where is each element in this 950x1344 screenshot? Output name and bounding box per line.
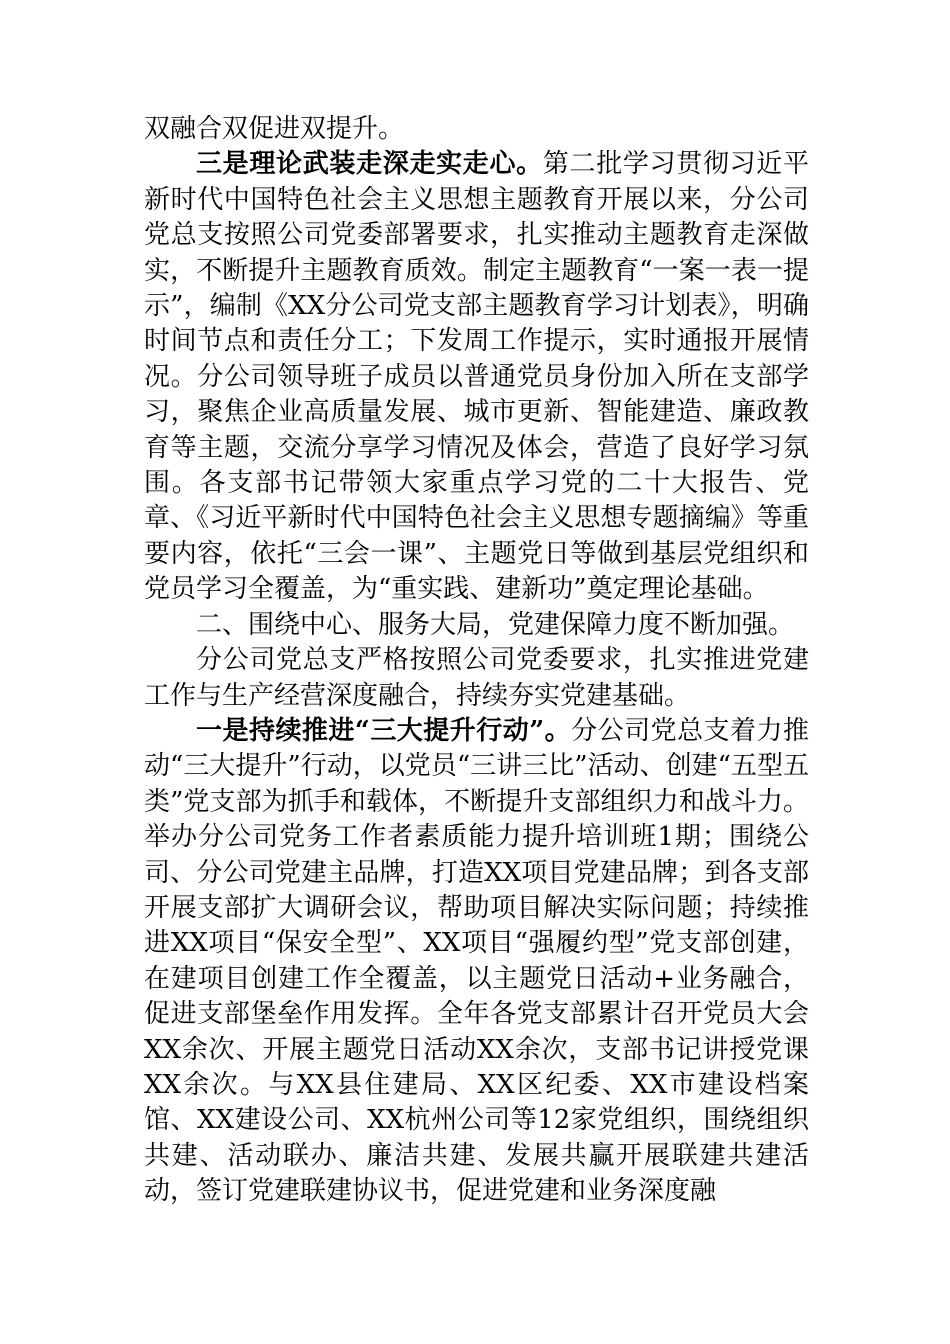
paragraph-text: 分公司党总支着力推动“三大提升”行动，以党员“三讲三比”活动、创建“五型五类”党支部为抓手和载体，不断提升支部组织力和战斗力。举办分公司党务工作者素质能力提升培训班1期；围绕公司、分公司党建主品牌，打造XX项目党建品牌；到各支部开展支部扩大调研会议，帮助项目解决实际问题；持续推进XX项目“保安全型”、XX项目“强履约型”党支部创建，在建项目创建工作全覆盖，以主题党日活动+业务融合，促进支部堡垒作用发挥。全年各党支部累计召开党员大会XX余次、开展主题党日活动XX余次，支部书记讲授党课XX余次。与XX县住建局、XX区纪委、XX市建设档案馆、XX建设公司、XX杭州公司等12家党组织，围绕组织共建、活动联办、廉洁共建、发展共赢开展联建共建活动，签订党建联建协议书，促进党建和业务深度融 [144,715,809,1207]
section-heading [144,608,809,643]
paragraph-text: 分公司党总支严格按照公司党委要求，扎实推进党建工作与生产经营深度融合，持续夯实党建基础。 [144,645,809,711]
paragraph-lead: 三是理论武装走深走实走心。 [196,149,543,180]
paragraph-lead: 一是持续推进“三大提升行动”。 [196,715,572,746]
paragraph-text: 双融合双促进双提升。 [144,114,405,144]
paragraph-text: 第二批学习贯彻习近平新时代中国特色社会主义思想主题教育开展以来，分公司党总支按照公司党委部署要求，扎实推动主题教育走深做实，不断提升主题教育质效。制定主题教育“一案一表一提示”，编制《XX分公司党支部主题教育学习计划表》，明确时间节点和责任分工；下发周工作提示，实时通报开展情况。分公司领导班子成员以普通党员身份加入所在支部学习，聚焦企业高质量发展、城市更新、智能建造、廉政教育等主题，交流分享学习情况及体会，营造了良好学习氛围。各支部书记带领大家重点学习党的二十大报告、党章、《习近平新时代中国特色社会主义思想专题摘编》等重要内容，依托“三会一课”、主题党日等做到基层党组织和党员学习全覆盖，为“重实践、建新功”奠定理论基础。 [144,149,809,605]
paragraph-continuation [144,112,809,147]
document-body [144,112,809,1210]
paragraph-three-upgrades [144,714,809,1210]
paragraph-intro [144,643,809,714]
paragraph-theory-study [144,147,809,607]
paragraph-text: 二、围绕中心、服务大局，党建保障力度不断加强。 [196,609,795,640]
